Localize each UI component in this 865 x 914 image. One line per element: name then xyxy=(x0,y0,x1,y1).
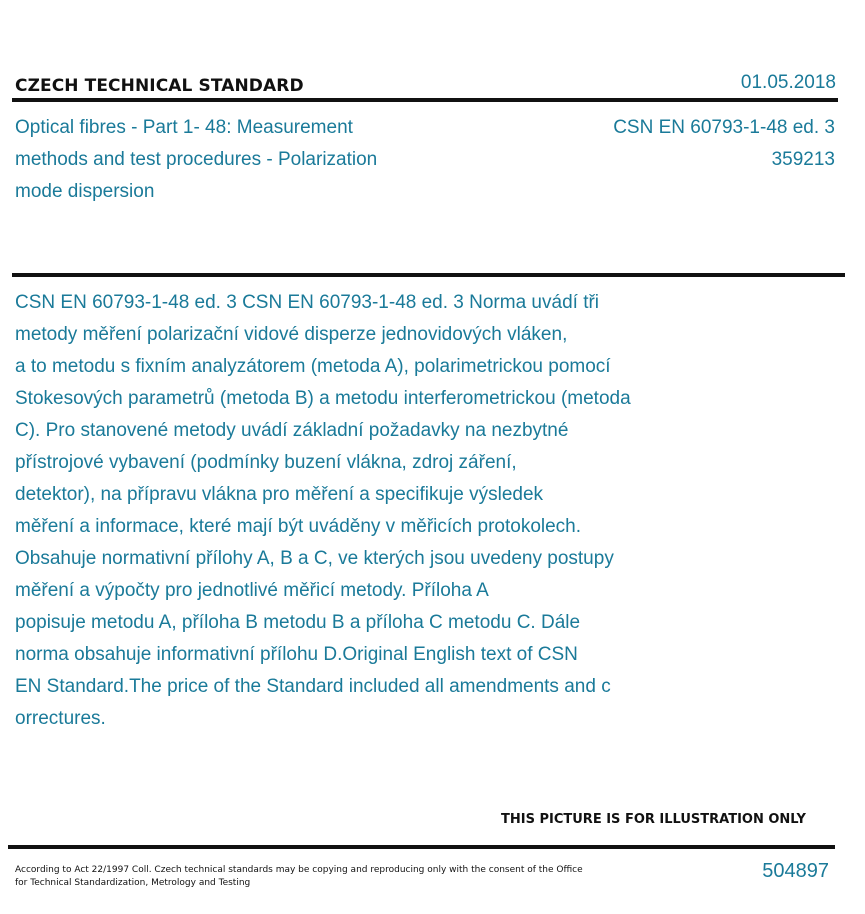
legal-notice-line: According to Act 22/1997 Coll. Czech technical standards may be copying and reproducing only with the consent of the Office xyxy=(15,865,583,875)
document-id-number: 504897 xyxy=(762,860,829,882)
standard-title xyxy=(15,112,455,208)
abstract-line: měření a výpočty pro jednotlivé měřicí metody. Příloha A xyxy=(15,580,489,601)
document-header-title: CZECH TECHNICAL STANDARD xyxy=(15,76,304,96)
abstract-line: orrectures. xyxy=(15,708,106,729)
abstract-line: a to metodu s fixním analyzátorem (metoda A), polarimetrickou pomocí xyxy=(15,356,611,377)
abstract-line: detektor), na přípravu vlákna pro měření a specifikuje výsledek xyxy=(15,484,544,505)
abstract-line: norma obsahuje informativní přílohu D.Original English text of CSN xyxy=(15,644,578,665)
abstract-line: C). Pro stanovené metody uvádí základní požadavky na nezbytné xyxy=(15,420,569,441)
abstract-text xyxy=(15,287,735,735)
standard-title-line: Optical fibres - Part 1- 48: Measurement xyxy=(15,117,353,138)
abstract-line: EN Standard.The price of the Standard included all amendments and c xyxy=(15,676,611,697)
section-divider xyxy=(12,273,845,277)
standard-identifiers xyxy=(515,112,835,176)
catalog-number: 359213 xyxy=(771,149,835,170)
abstract-line: měření a informace, které mají být uváděny v měřicích protokolech. xyxy=(15,516,582,537)
footer-divider xyxy=(8,845,835,849)
abstract-line: metody měření polarizační vidové disperze jednovidových vláken, xyxy=(15,324,568,345)
standard-code: CSN EN 60793-1-48 ed. 3 xyxy=(613,117,835,138)
abstract-line: přístrojové vybavení (podmínky buzení vlákna, zdroj záření, xyxy=(15,452,517,473)
publication-date: 01.05.2018 xyxy=(740,72,836,93)
abstract-line: popisuje metodu A, příloha B metodu B a příloha C metodu C. Dále xyxy=(15,612,581,633)
abstract-line: Stokesových parametrů (metoda B) a metodu interferometrickou (metoda xyxy=(15,388,631,409)
standard-title-line: methods and test procedures - Polarization xyxy=(15,149,378,170)
legal-notice-line: for Technical Standardization, Metrology and Testing xyxy=(15,878,251,888)
legal-notice xyxy=(15,864,595,890)
abstract-line: CSN EN 60793-1-48 ed. 3 CSN EN 60793-1-48 ed. 3 Norma uvádí tři xyxy=(15,292,600,313)
abstract-line: Obsahuje normativní přílohy A, B a C, ve kterých jsou uvedeny postupy xyxy=(15,548,614,569)
standard-title-line: mode dispersion xyxy=(15,181,155,202)
header-divider xyxy=(12,98,838,102)
illustration-disclaimer: THIS PICTURE IS FOR ILLUSTRATION ONLY xyxy=(501,812,806,827)
